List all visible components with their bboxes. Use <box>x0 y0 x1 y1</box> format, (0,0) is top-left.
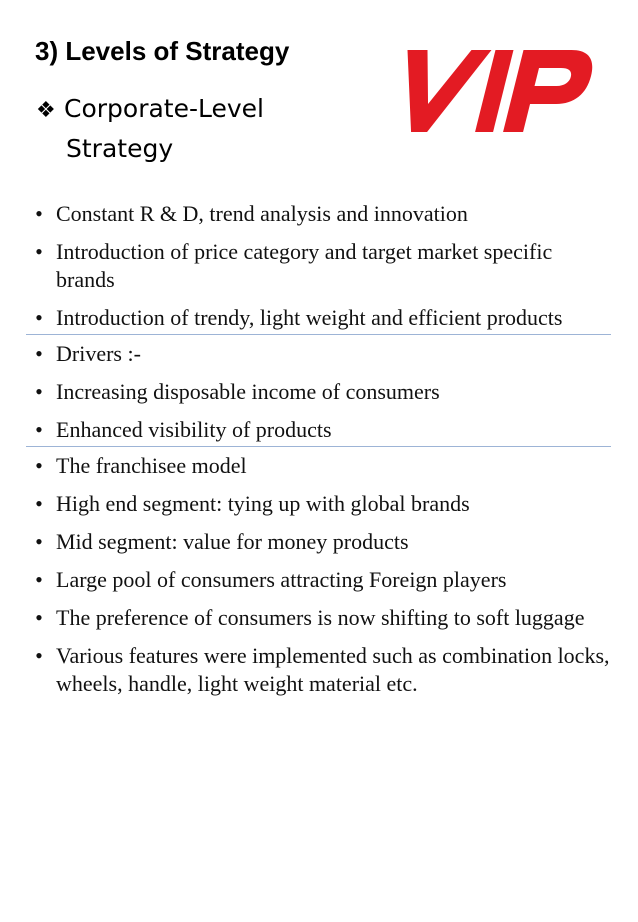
bullet-dot-icon: • <box>35 605 43 630</box>
bullet-text: Increasing disposable income of consumers <box>56 379 440 404</box>
bullet-dot-icon: • <box>35 529 43 554</box>
bullet-dot-icon: • <box>35 417 43 442</box>
bullet-text: Large pool of consumers attracting Foreign players <box>56 567 507 592</box>
bullet-text: Enhanced visibility of products <box>56 417 332 442</box>
section-heading <box>36 90 264 168</box>
divider <box>26 446 611 447</box>
page-title: 3) Levels of Strategy <box>35 36 290 66</box>
list-item <box>26 416 611 444</box>
list-item <box>26 528 611 556</box>
list-item <box>26 452 611 480</box>
bullet-text: Various features were implemented such as combination locks, wheels, handle, light weight material etc. <box>56 643 610 696</box>
section-heading-line1: Corporate-Level <box>64 94 264 123</box>
diamond-bullet-icon: ❖ <box>36 98 56 123</box>
vip-logo <box>386 48 598 134</box>
bullet-text: Mid segment: value for money products <box>56 529 409 554</box>
bullet-text: Introduction of trendy, light weight and efficient products <box>56 305 563 330</box>
bullet-text: The preference of consumers is now shifting to soft luggage <box>56 605 585 630</box>
bullet-text: The franchisee model <box>56 453 247 478</box>
bullet-list <box>26 200 611 708</box>
bullet-dot-icon: • <box>35 379 43 404</box>
bullet-dot-icon: • <box>35 341 43 366</box>
bullet-text: High end segment: tying up with global brands <box>56 491 470 516</box>
list-item <box>26 566 611 594</box>
bullet-dot-icon: • <box>35 453 43 478</box>
list-item <box>26 378 611 406</box>
bullet-dot-icon: • <box>35 201 43 226</box>
section-heading-line2: Strategy <box>66 134 174 163</box>
list-item <box>26 340 611 368</box>
list-item <box>26 490 611 518</box>
list-item <box>26 604 611 632</box>
bullet-text: Introduction of price category and target market specific brands <box>56 239 553 292</box>
divider <box>26 334 611 335</box>
list-item <box>26 238 611 294</box>
bullet-dot-icon: • <box>35 643 43 668</box>
bullet-text: Drivers :- <box>56 341 141 366</box>
list-item <box>26 200 611 228</box>
bullet-dot-icon: • <box>35 239 43 264</box>
bullet-text: Constant R & D, trend analysis and innovation <box>56 201 468 226</box>
bullet-dot-icon: • <box>35 305 43 330</box>
list-item <box>26 304 611 332</box>
list-item <box>26 642 611 698</box>
bullet-dot-icon: • <box>35 491 43 516</box>
bullet-dot-icon: • <box>35 567 43 592</box>
